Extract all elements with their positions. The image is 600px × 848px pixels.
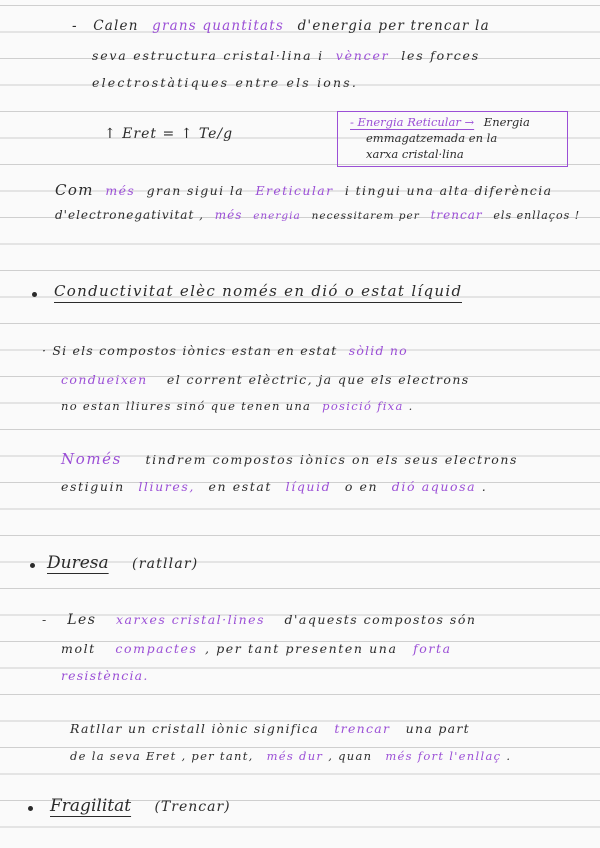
heading-conductivity: Conductivitat elèc només en dió o estat líquid [54, 282, 462, 303]
heading-fragility [50, 796, 231, 816]
definition-line-3: xarxa cristal·lina [366, 147, 464, 161]
hardness-line-2 [61, 641, 452, 656]
text-segment: . [408, 399, 414, 413]
text-segment: i tingui una alta diferència [344, 183, 553, 198]
conductivity-line-4 [61, 450, 518, 468]
highlight-term: més [105, 183, 136, 198]
text-segment: molt [61, 641, 96, 656]
conductivity-line-3 [61, 399, 414, 413]
text-segment: , per tant presenten una [205, 641, 398, 656]
highlight-term: grans quantitats [152, 18, 285, 34]
hardness-line-4 [70, 721, 470, 736]
text-segment: Ratllar un cristall iònic significa [70, 721, 320, 736]
text-segment: Com [55, 181, 94, 199]
bullet-dot [28, 806, 33, 811]
hardness-line-3: resistència. [61, 668, 149, 683]
energy-line-1 [72, 18, 490, 34]
text-segment: d'aquests compostos són [284, 612, 477, 627]
conductivity-line-1 [42, 343, 408, 358]
text-segment: el corrent elèctric, ja que els electrons [166, 372, 470, 387]
energy-line-3: electrostàtiques entre els ions. [92, 75, 359, 90]
text-segment: . [481, 479, 488, 494]
highlight-term: energia [253, 210, 301, 222]
text-segment: d'energia per trencar la [297, 18, 490, 34]
heading-subtitle: (Trencar) [154, 799, 231, 815]
text-segment: les forces [401, 48, 480, 63]
text-segment: . [506, 749, 512, 763]
text-segment: gran sigui la [146, 183, 245, 198]
text-segment: d'electronegativitat , [55, 208, 204, 222]
text-segment: tindrem compostos iònics on els seus electrons [145, 452, 519, 467]
heading-subtitle: (ratllar) [132, 556, 199, 572]
definition-line-2: emmagatzemada en la [366, 131, 498, 145]
bullet-dot [30, 563, 35, 568]
highlight-term: posició fixa [322, 399, 404, 413]
highlight-term: sòlid no [348, 343, 408, 358]
highlight-term: més dur [266, 749, 324, 763]
text-segment: o en [344, 479, 379, 494]
definition-line-1 [350, 115, 530, 129]
text-segment: necessitarem per [311, 210, 420, 222]
definition-box [337, 111, 568, 167]
highlight-term: líquid [285, 479, 332, 494]
text-segment: de la seva Eret , per tant, [70, 749, 254, 763]
highlight-term: vèncer [335, 48, 390, 63]
text-segment: els enllaços ! [493, 209, 581, 222]
highlight-term: trencar [334, 721, 391, 736]
highlight-term: trencar [430, 208, 483, 222]
hardness-line-1 [42, 612, 476, 628]
dash-marker: - [72, 18, 78, 34]
energy-formula: ↑ Eret = ↑ Te/g [104, 126, 234, 142]
highlight-term: lliures, [138, 479, 195, 494]
heading-title: Duresa [47, 553, 109, 573]
bullet-dot [32, 292, 37, 297]
text-segment: no estan lliures sinó que tenen una [61, 399, 312, 413]
highlight-term: compactes [115, 641, 198, 656]
heading-title: Fragilitat [50, 796, 132, 816]
highlight-term: condueixen [61, 372, 148, 387]
text-segment: · Si els compostos iònics estan en estat [42, 343, 338, 358]
highlight-term: Ereticular [255, 183, 334, 198]
highlight-term: més [214, 208, 243, 222]
highlight-term: Només [61, 450, 122, 468]
text-segment: seva estructura cristal·lina i [92, 48, 324, 63]
highlight-term: dió aquosa [391, 479, 477, 494]
conductivity-line-5 [61, 479, 487, 494]
text-segment: en estat [208, 479, 273, 494]
conductivity-line-2 [61, 372, 470, 387]
text-segment: , quan [328, 749, 373, 763]
energy-line-5 [55, 208, 580, 222]
text-segment: Les [67, 612, 97, 628]
highlight-term: forta [413, 641, 452, 656]
text-segment: estiguin [61, 479, 125, 494]
definition-term: - Energia Reticular → [350, 115, 475, 129]
text-segment: Calen [93, 18, 139, 34]
energy-line-2 [92, 48, 480, 63]
hardness-line-5 [70, 749, 511, 763]
text-segment: una part [405, 721, 471, 736]
heading-hardness [47, 553, 198, 573]
energy-line-4 [55, 181, 552, 199]
highlight-term: xarxes cristal·lines [115, 612, 265, 627]
highlight-term: més fort l'enllaç [385, 749, 502, 763]
dash-marker: - [42, 612, 48, 627]
text-segment: Energia [483, 115, 530, 129]
